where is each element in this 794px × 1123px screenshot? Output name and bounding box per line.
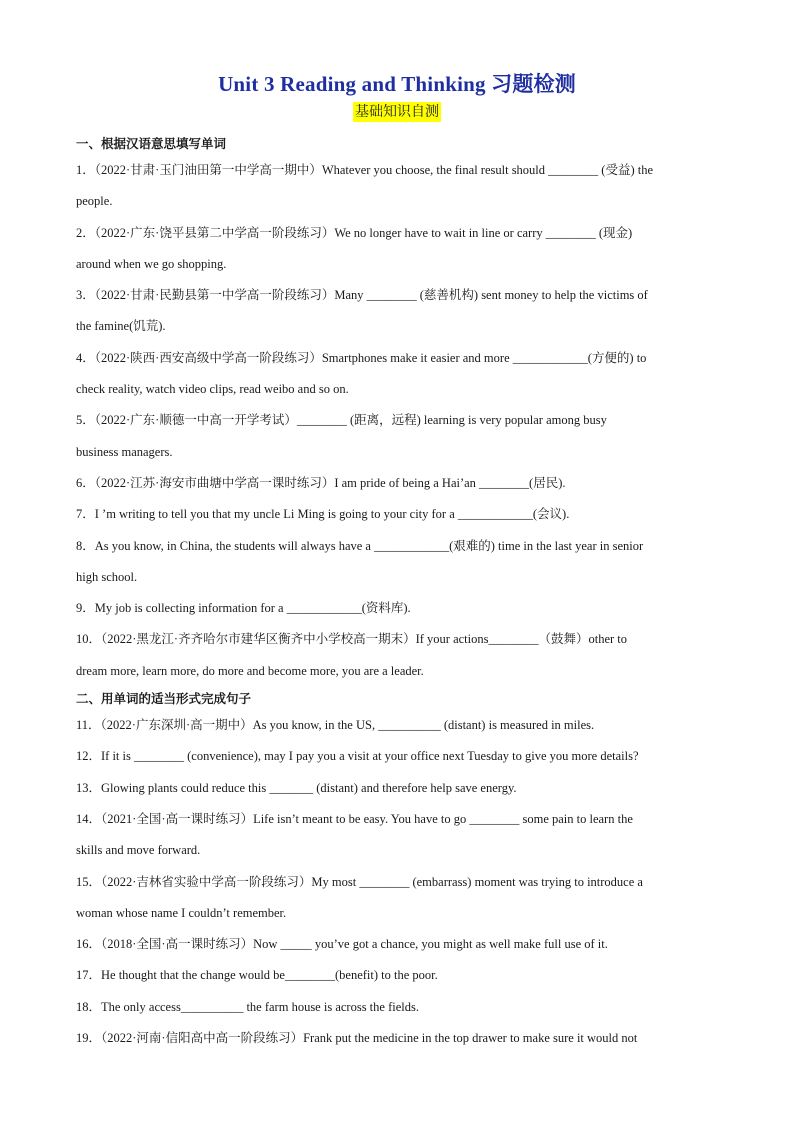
exercise-item <box>76 773 718 804</box>
exercise-line: 5．（2022·广东·顺德一中高一开学考试）________ (距离，远程) learning is very popular among busy <box>76 413 607 428</box>
exercise-item <box>76 624 718 687</box>
exercise-item <box>76 405 718 468</box>
exercise-item <box>76 218 718 281</box>
exercise-item <box>76 593 718 624</box>
exercise-line: 8．As you know, in China, the students will always have a ____________(艰难的) time in the last year in senior <box>76 538 644 553</box>
exercise-item <box>76 867 718 930</box>
exercise-line: skills and move forward. <box>76 843 201 858</box>
exercise-line: business managers. <box>76 444 173 459</box>
exercise-line: 6．（2022·江苏·海安市曲塘中学高一课时练习）I am pride of being a Hai’an ________(居民). <box>76 475 566 490</box>
exercise-line: 11．（2022·广东深圳·高一期中）As you know, in the US, __________ (distant) is measured in miles. <box>76 718 595 733</box>
exercise-item <box>76 804 718 867</box>
exercise-item <box>76 992 718 1023</box>
page-title: Unit 3 Reading and Thinking 习题检测 <box>218 72 576 96</box>
exercise-line: 1．（2022·甘肃·玉门油田第一中学高一期中）Whatever you choose, the final result should ________ (受益) the <box>76 163 653 177</box>
exercise-line: high school. <box>76 569 138 584</box>
exercise-line: the famine(饥荒). <box>76 319 166 334</box>
exercise-item <box>76 499 718 530</box>
section-heading: 一、根据汉语意思填写单词 <box>76 136 227 151</box>
exercise-item <box>76 710 718 741</box>
exercise-item <box>76 960 718 991</box>
exercise-line: people. <box>76 194 113 209</box>
exercise-line: woman whose name I couldn’t remember. <box>76 905 287 920</box>
exercise-item <box>76 155 718 218</box>
exercise-line: 3．（2022·甘肃·民勤县第一中学高一阶段练习）Many ________ (慈善机构) sent money to help the victims of <box>76 288 648 303</box>
exercise-item <box>76 1023 718 1054</box>
exercise-line: 16．（2018·全国·高一课时练习）Now _____ you’ve got a chance, you might as well make full use of it. <box>76 937 608 952</box>
exercise-item <box>76 741 718 772</box>
exercise-item <box>76 280 718 343</box>
exercise-item <box>76 343 718 406</box>
exercise-line: 2．（2022·广东·饶平县第二中学高一阶段练习）We no longer have to wait in line or carry ________ (现金) <box>76 225 633 240</box>
exercise-line: 7．I ’m writing to tell you that my uncle Li Ming is going to your city for a ____________(会议). <box>76 507 570 522</box>
exercise-item <box>76 929 718 960</box>
exercise-line: 15．（2022·吉林省实验中学高一阶段练习）My most ________ (embarrass) moment was trying to introduce a <box>76 874 643 889</box>
exercise-line: check reality, watch video clips, read weibo and so on. <box>76 382 349 397</box>
subtitle-wrapper <box>0 102 794 122</box>
exercise-content <box>76 132 718 1054</box>
exercise-item <box>76 468 718 499</box>
exercise-line: around when we go shopping. <box>76 256 227 271</box>
exercise-line: 12．If it is ________ (convenience), may I pay you a visit at your office next Tuesday to give you more details? <box>76 749 639 764</box>
exercise-line: 19．（2022·河南·信阳高中高一阶段练习）Frank put the medicine in the top drawer to make sure it would not <box>76 1031 638 1046</box>
exercise-line: 13．Glowing plants could reduce this _______ (distant) and therefore help save energy. <box>76 780 517 795</box>
exercise-line: 18．The only access__________ the farm house is across the fields. <box>76 999 419 1014</box>
exercise-line: 14．（2021·全国·高一课时练习）Life isn’t meant to be easy. You have to go ________ some pain to learn the <box>76 811 633 826</box>
exercise-line: 10．（2022·黑龙江·齐齐哈尔市建华区衡齐中小学校高一期末）If your actions________（鼓舞）other to <box>76 632 628 647</box>
section-subtitle-highlight: 基础知识自测 <box>355 104 439 120</box>
exercise-line: 9．My job is collecting information for a ____________(资料库). <box>76 601 411 616</box>
exercise-item <box>76 531 718 594</box>
exercise-line: dream more, learn more, do more and become more, you are a leader. <box>76 663 424 678</box>
exercise-line: 17．He thought that the change would be________(benefit) to the poor. <box>76 968 438 983</box>
exercise-line: 4．（2022·陕西·西安高级中学高一阶段练习）Smartphones make it easier and more ____________(方便的) to <box>76 350 647 365</box>
section-heading: 二、用单词的适当形式完成句子 <box>76 691 252 707</box>
